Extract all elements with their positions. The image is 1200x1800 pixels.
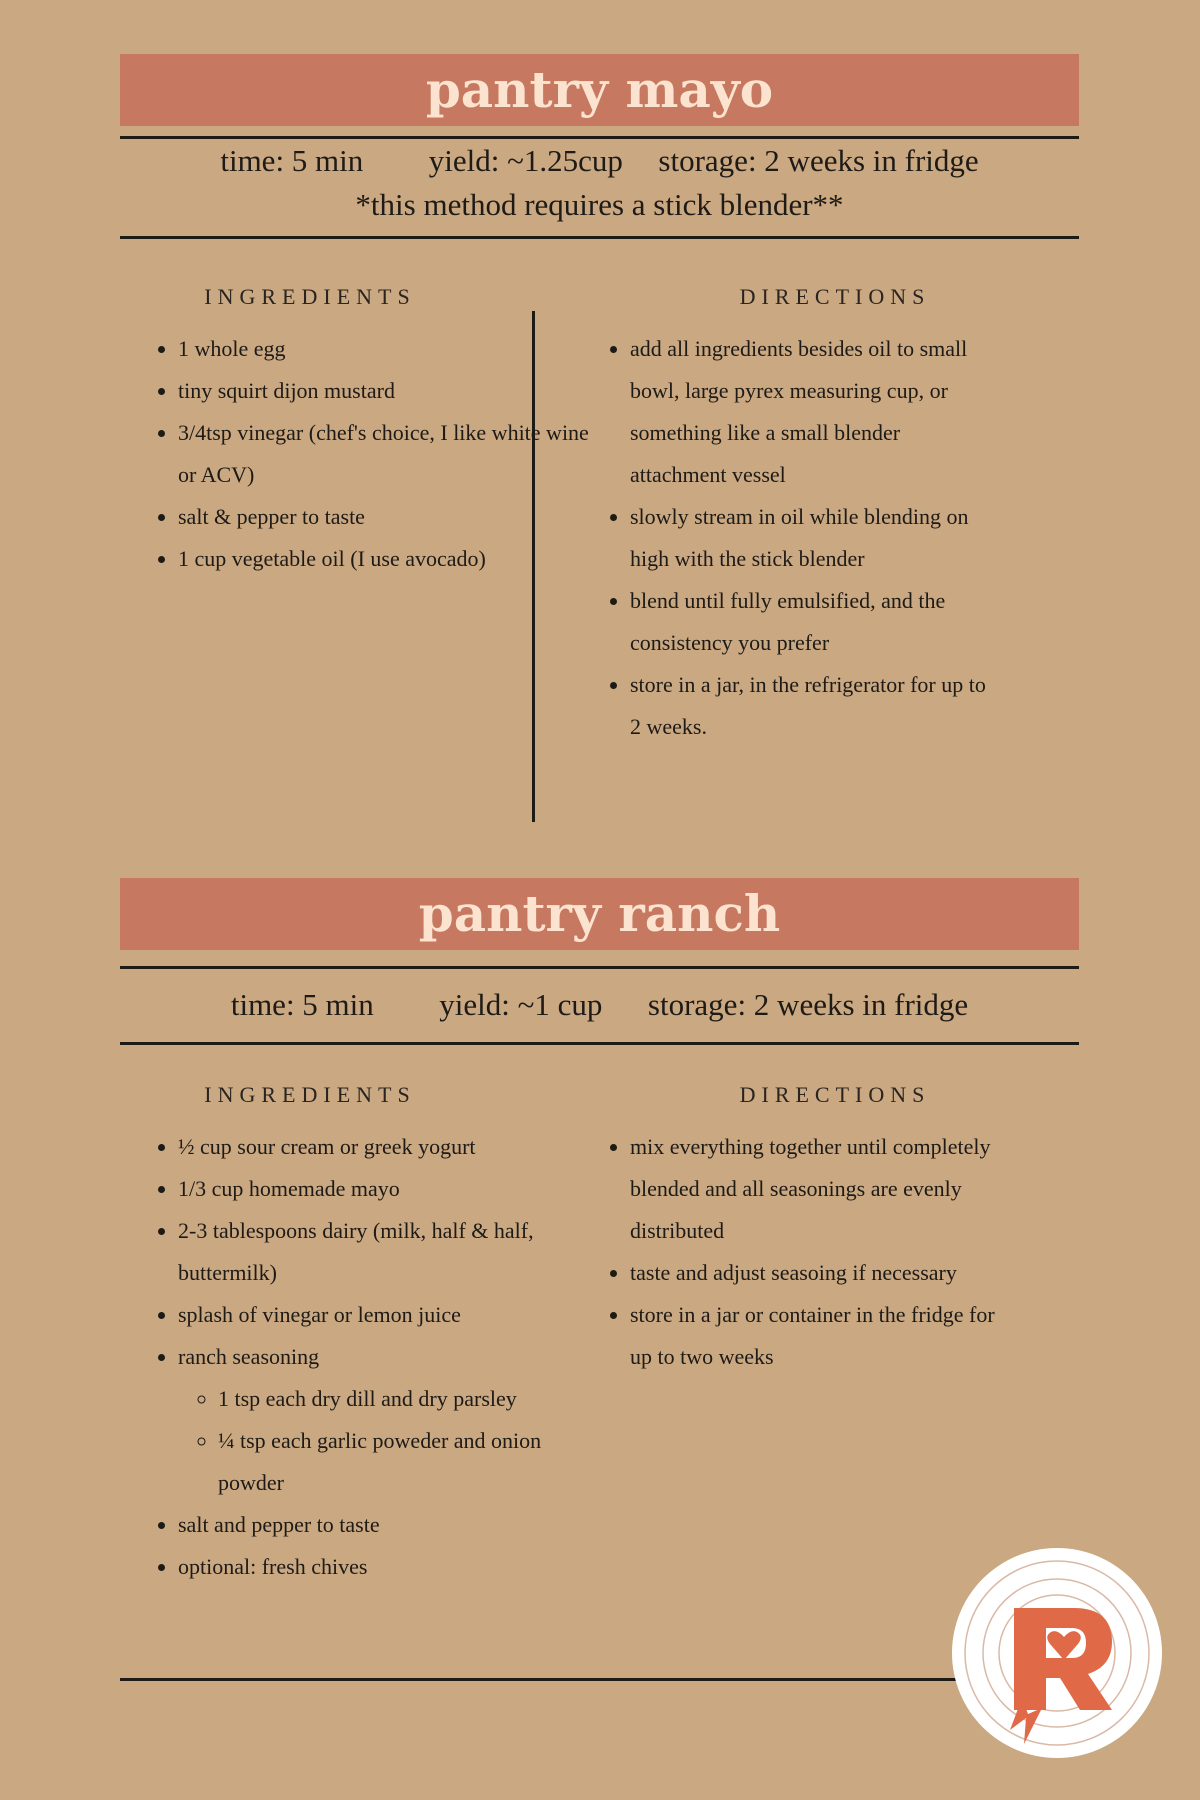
- ranch-ingredients-heading: INGREDIENTS: [204, 1082, 416, 1107]
- mayo-top-rule: [120, 136, 1079, 139]
- ranch-seasoning-label: ranch seasoning: [178, 1344, 320, 1369]
- ranch-ingredients-list: [120, 1126, 610, 1588]
- ranch-directions-list: [572, 1126, 1002, 1378]
- list-item: • add all ingredients besides oil to small bowl, large pyrex measuring cup, or something like a small blender attachment vessel: [630, 328, 1002, 496]
- list-item: ◦ ¼ tsp each garlic poweder and onion powder: [218, 1420, 610, 1504]
- mayo-yield: yield: ~1.25cup: [428, 143, 623, 178]
- mayo-bottom-rule: [120, 236, 1079, 239]
- ranch-yield: yield: ~1 cup: [439, 987, 603, 1022]
- list-item: • slowly stream in oil while blending on high with the stick blender: [630, 496, 1002, 580]
- mayo-time: time: 5 min: [220, 143, 364, 178]
- ranch-directions-heading: DIRECTIONS: [739, 1082, 931, 1107]
- brand-logo: [952, 1548, 1162, 1758]
- list-item: • ½ cup sour cream or greek yogurt: [178, 1126, 610, 1168]
- mayo-note: *this method requires a stick blender**: [355, 187, 844, 222]
- mayo-ingredients-list: [120, 328, 610, 580]
- mayo-storage: storage: 2 weeks in fridge: [658, 143, 979, 178]
- ranch-bottom-rule: [120, 1042, 1079, 1045]
- list-item: • tiny squirt dijon mustard: [178, 370, 610, 412]
- mayo-directions-list: [572, 328, 1002, 748]
- ranch-meta-line: [120, 984, 1079, 1026]
- list-item: • 1 whole egg: [178, 328, 610, 370]
- ranch-time: time: 5 min: [230, 987, 374, 1022]
- ranch-footer-rule: [120, 1678, 960, 1681]
- list-item: • mix everything together until completely blended and all seasonings are evenly distributed: [630, 1126, 1002, 1252]
- mayo-ingredients-heading: INGREDIENTS: [204, 284, 416, 309]
- ranch-top-rule: [120, 966, 1079, 969]
- list-item: [178, 1336, 610, 1504]
- list-item: • store in a jar, in the refrigerator for up to 2 weeks.: [630, 664, 1002, 748]
- r-heart-logo-icon: [952, 1548, 1162, 1758]
- mayo-title: pantry mayo: [120, 54, 1079, 126]
- list-item: • 1 cup vegetable oil (I use avocado): [178, 538, 610, 580]
- list-item: • splash of vinegar or lemon juice: [178, 1294, 610, 1336]
- list-item: • taste and adjust seasoing if necessary: [630, 1252, 1002, 1294]
- list-item: • blend until fully emulsified, and the consistency you prefer: [630, 580, 1002, 664]
- ranch-seasoning-sublist: [178, 1378, 610, 1504]
- mayo-directions-heading: DIRECTIONS: [739, 284, 931, 309]
- ranch-title: pantry ranch: [120, 878, 1079, 950]
- list-item: • salt and pepper to taste: [178, 1504, 610, 1546]
- list-item: ◦ 1 tsp each dry dill and dry parsley: [218, 1378, 610, 1420]
- list-item: • 1/3 cup homemade mayo: [178, 1168, 610, 1210]
- list-item: • store in a jar or container in the fridge for up to two weeks: [630, 1294, 1002, 1378]
- list-item: • salt & pepper to taste: [178, 496, 610, 538]
- mayo-meta-line: [120, 140, 1079, 182]
- list-item: • 2-3 tablespoons dairy (milk, half & half, buttermilk): [178, 1210, 610, 1294]
- list-item: • optional: fresh chives: [178, 1546, 610, 1588]
- ranch-storage: storage: 2 weeks in fridge: [647, 987, 969, 1022]
- list-item: • 3/4tsp vinegar (chef's choice, I like white wine or ACV): [178, 412, 610, 496]
